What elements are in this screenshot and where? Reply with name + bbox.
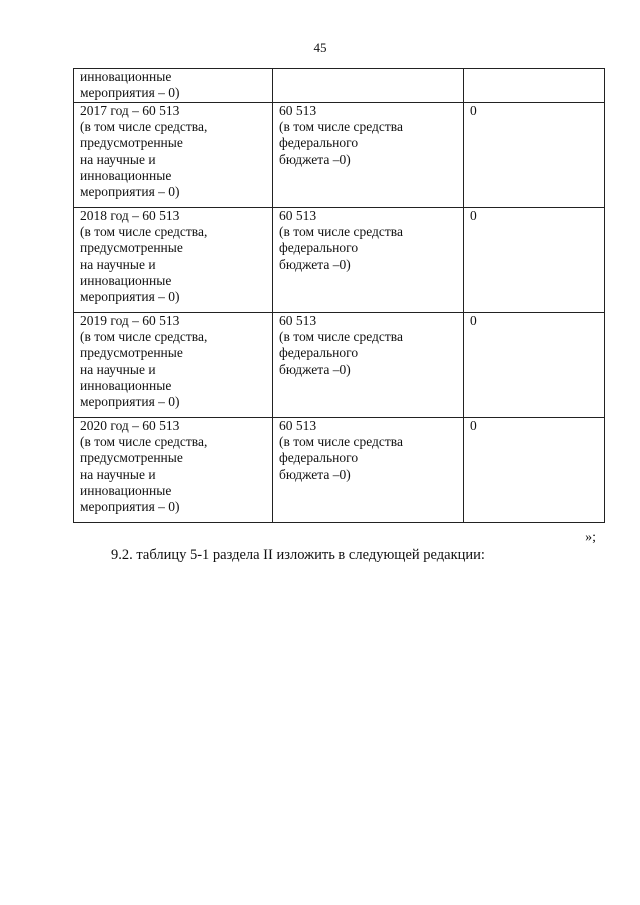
cell-line: 0 bbox=[470, 208, 477, 223]
table-row bbox=[74, 313, 605, 418]
table-cell-col2 bbox=[273, 418, 464, 523]
cell-line: (в том числе средства bbox=[279, 329, 403, 345]
table-cell-col3 bbox=[464, 313, 605, 418]
table-cell-col1 bbox=[74, 418, 273, 523]
cell-line: 60 513 bbox=[279, 208, 317, 223]
table-cell-col3 bbox=[464, 418, 605, 523]
cell-line: федерального bbox=[279, 135, 359, 151]
cell-line: на научные и bbox=[80, 151, 156, 167]
cell-line: инновационные bbox=[80, 167, 172, 183]
cell-line: на научные и bbox=[80, 256, 156, 272]
table-row bbox=[74, 69, 605, 103]
cell-line: 2017 год – 60 513 bbox=[80, 103, 180, 118]
cell-line: мероприятия – 0) bbox=[80, 184, 180, 200]
cell-line: предусмотренные bbox=[80, 450, 183, 466]
table-cell-col1 bbox=[74, 208, 273, 313]
table-cell-col1 bbox=[74, 313, 273, 418]
cell-line: бюджета –0) bbox=[279, 151, 351, 167]
cell-line: 60 513 bbox=[279, 313, 317, 328]
table-cell-col2 bbox=[273, 208, 464, 313]
funding-table bbox=[73, 68, 605, 523]
cell-line: бюджета –0) bbox=[279, 466, 351, 482]
cell-line: мероприятия – 0) bbox=[80, 289, 180, 305]
amendment-paragraph: 9.2. таблицу 5-1 раздела II изложить в следующей редакции: bbox=[111, 547, 485, 563]
cell-line: федерального bbox=[279, 450, 359, 466]
cell-line: бюджета –0) bbox=[279, 361, 351, 377]
cell-line: (в том числе средства bbox=[279, 434, 403, 450]
table-cell-col2 bbox=[273, 313, 464, 418]
closing-quote: »; bbox=[585, 530, 596, 545]
cell-line: бюджета –0) bbox=[279, 256, 351, 272]
cell-line: (в том числе средства, bbox=[80, 434, 208, 450]
cell-line: предусмотренные bbox=[80, 240, 183, 256]
table-cell-col2 bbox=[273, 103, 464, 208]
cell-line: инновационные bbox=[80, 272, 172, 288]
cell-line: 60 513 bbox=[279, 418, 317, 433]
table-cell-col3 bbox=[464, 208, 605, 313]
cell-line: предусмотренные bbox=[80, 345, 183, 361]
table-cell-col1 bbox=[74, 69, 273, 103]
cell-line: (в том числе средства, bbox=[80, 224, 208, 240]
cell-line: 2018 год – 60 513 bbox=[80, 208, 180, 223]
table-cell-col1 bbox=[74, 103, 273, 208]
cell-line: федерального bbox=[279, 345, 359, 361]
cell-line: мероприятия – 0) bbox=[80, 394, 180, 410]
cell-line: (в том числе средства bbox=[279, 119, 403, 135]
cell-line: инновационные bbox=[80, 482, 172, 498]
cell-line: инновационные bbox=[80, 377, 172, 393]
table-row bbox=[74, 418, 605, 523]
cell-line: (в том числе средства bbox=[279, 224, 403, 240]
cell-line: 0 bbox=[470, 103, 477, 118]
cell-line: 2020 год – 60 513 bbox=[80, 418, 180, 433]
cell-line: предусмотренные bbox=[80, 135, 183, 151]
table-cell-col2 bbox=[273, 69, 464, 103]
cell-line: (в том числе средства, bbox=[80, 329, 208, 345]
cell-line: инновационные bbox=[80, 69, 172, 84]
cell-line: федерального bbox=[279, 240, 359, 256]
cell-line: 2019 год – 60 513 bbox=[80, 313, 180, 328]
cell-line: 0 bbox=[470, 418, 477, 433]
cell-line: 60 513 bbox=[279, 103, 317, 118]
page-number: 45 bbox=[313, 40, 327, 55]
cell-line: мероприятия – 0) bbox=[80, 85, 180, 101]
table-row bbox=[74, 208, 605, 313]
cell-line: мероприятия – 0) bbox=[80, 499, 180, 515]
cell-line: на научные и bbox=[80, 466, 156, 482]
cell-line: на научные и bbox=[80, 361, 156, 377]
funding-table-body bbox=[74, 69, 605, 523]
table-cell-col3 bbox=[464, 69, 605, 103]
cell-line: (в том числе средства, bbox=[80, 119, 208, 135]
cell-line: 0 bbox=[470, 313, 477, 328]
table-cell-col3 bbox=[464, 103, 605, 208]
table-row bbox=[74, 103, 605, 208]
